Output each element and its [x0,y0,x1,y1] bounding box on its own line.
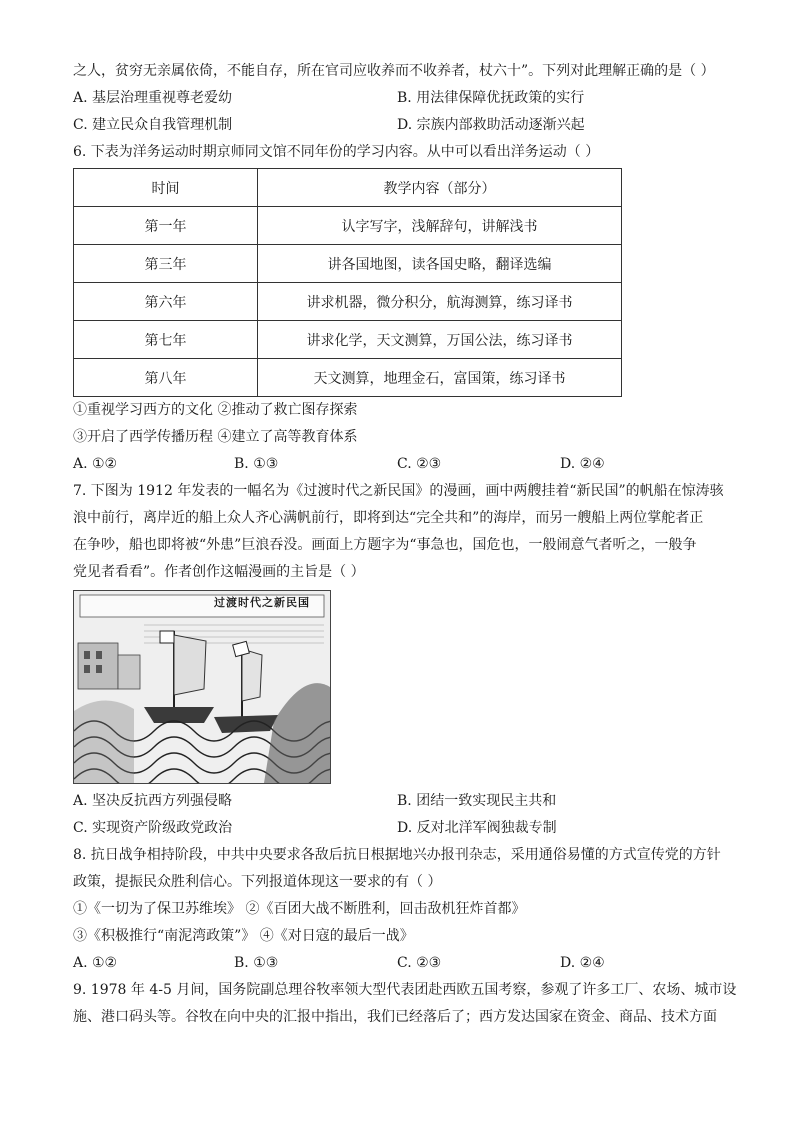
curriculum-table [73,168,622,397]
q6-option-d[interactable]: D. ②④ [560,456,605,472]
table-row [74,245,622,283]
q7-option-d[interactable]: D. 反对北洋军阀独裁专制 [397,820,557,836]
q8-stem-line-1: 8. 抗日战争相持阶段，中共中央要求各敌后抗日根据地兴办报刊杂志，采用通俗易懂的方式宣传党的方针 [73,847,721,863]
q9-stem-line-2: 施、港口码头等。谷牧在向中央的汇报中指出，我们已经落后了；西方发达国家在资金、商品、技术方面 [73,1009,717,1025]
q6-option-c[interactable]: C. ②③ [397,456,442,472]
q5-option-a[interactable]: A. 基层治理重视尊老爱幼 [73,90,233,106]
table-cell-content: 讲各国地图，读各国史略，翻译选编 [258,245,622,283]
q7-option-c[interactable]: C. 实现资产阶级政党政治 [73,820,233,836]
q8-stem-line-2: 政策，提振民众胜利信心。下列报道体现这一要求的有（ ） [73,874,442,890]
table-row [74,207,622,245]
q8-option-c[interactable]: C. ②③ [397,955,442,971]
q5-option-d[interactable]: D. 宗族内部救助活动逐渐兴起 [397,117,585,133]
table-cell-content: 认字写字，浅解辞句，讲解浅书 [258,207,622,245]
cartoon-image [73,590,331,784]
q6-stem: 6. 下表为洋务运动时期京师同文馆不同年份的学习内容。从中可以看出洋务运动（ ） [73,144,600,160]
table-header-row [74,169,622,207]
q8-option-d[interactable]: D. ②④ [560,955,605,971]
table-cell-content: 讲求化学，天文测算，万国公法，练习译书 [258,321,622,359]
q8-statements-1: ①《一切为了保卫苏维埃》 ②《百团大战不断胜利，回击敌机狂炸首都》 [73,901,526,917]
q7-option-a[interactable]: A. 坚决反抗西方列强侵略 [73,793,233,809]
q6-option-b[interactable]: B. ①③ [234,456,279,472]
q8-option-a[interactable]: A. ①② [73,955,118,971]
table-row [74,359,622,397]
table-cell-year: 第七年 [74,321,258,359]
cartoon-drawing [74,591,330,783]
q7-stem-line-4: 党见者看看”。作者创作这幅漫画的主旨是（ ） [73,564,365,580]
q7-option-b[interactable]: B. 团结一致实现民主共和 [397,793,557,809]
table-cell-year: 第三年 [74,245,258,283]
q6-statements-1: ①重视学习西方的文化 ②推动了救亡图存探索 [73,402,358,418]
q5-option-c[interactable]: C. 建立民众自我管理机制 [73,117,233,133]
q6-statements-2: ③开启了西学传播历程 ④建立了高等教育体系 [73,429,358,445]
q7-stem-line-3: 在争吵，船也即将被“外患”巨浪吞没。画面上方题字为“事急也，国危也，一般闹意气者听之，一般争 [73,537,697,553]
q5-stem-tail: 之人，贫穷无亲属依倚，不能自存，所在官司应收养而不收养者，杖六十”。下列对此理解正确的是（ ） [73,63,715,79]
table-cell-content: 讲求机器，微分积分，航海测算，练习译书 [258,283,622,321]
table-header-time: 时间 [74,169,258,207]
q7-stem-line-2: 浪中前行，离岸近的船上众人齐心满帆前行，即将到达“完全共和”的海岸，而另一艘船上两位掌舵者正 [73,510,704,526]
q5-option-b[interactable]: B. 用法律保障优抚政策的实行 [397,90,585,106]
q8-statements-2: ③《积极推行“南泥湾政策”》 ④《对日寇的最后一战》 [73,928,414,944]
table-cell-year: 第六年 [74,283,258,321]
table-row [74,283,622,321]
q7-stem-line-1: 7. 下图为 1912 年发表的一幅名为《过渡时代之新民国》的漫画，画中两艘挂着“新民国”的帆船在惊涛骇 [73,483,724,499]
table-row [74,321,622,359]
q8-option-b[interactable]: B. ①③ [234,955,279,971]
q6-option-a[interactable]: A. ①② [73,456,118,472]
table-header-content: 教学内容（部分） [258,169,622,207]
table-cell-year: 第八年 [74,359,258,397]
cartoon-title: 过渡时代之新民国 [214,596,310,609]
q9-stem-line-1: 9. 1978 年 4-5 月间，国务院副总理谷牧率领大型代表团赴西欧五国考察，参观了许多工厂、农场、城市设 [73,982,737,998]
table-cell-year: 第一年 [74,207,258,245]
table-cell-content: 天文测算，地理金石，富国策，练习译书 [258,359,622,397]
